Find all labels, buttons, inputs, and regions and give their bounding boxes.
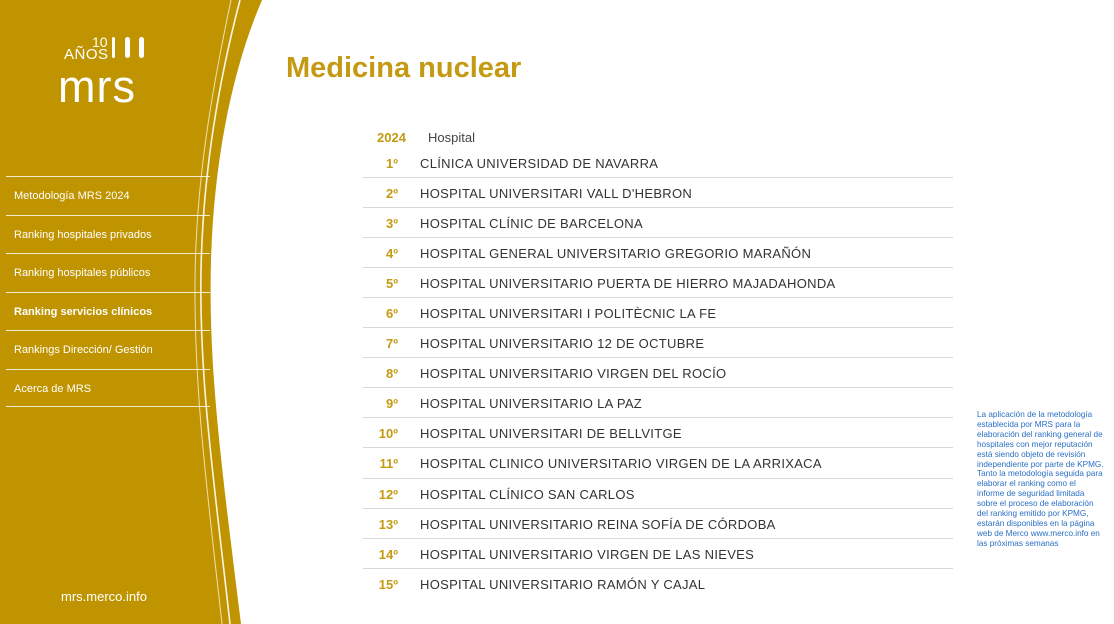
rank: 6º [386, 306, 398, 322]
rank: 5º [386, 276, 398, 292]
rank: 9º [386, 396, 398, 412]
sidebar-nav [6, 176, 210, 407]
nav-item-ranking-privados[interactable]: Ranking hospitales privados [6, 215, 210, 254]
hospital-header: Hospital [428, 130, 475, 145]
logo-number: 10 [92, 34, 108, 50]
kpmg-review-note [977, 410, 1105, 549]
rank: 7º [386, 336, 398, 352]
logo-anios: AÑOS [64, 46, 109, 63]
table-header [363, 126, 953, 148]
site-url-link[interactable]: mrs.merco.info [61, 589, 147, 604]
table-row [363, 569, 953, 599]
nav-item-acerca[interactable]: Acerca de MRS [6, 369, 210, 408]
year-header: 2024 [377, 130, 406, 145]
hospital-name: HOSPITAL UNIVERSITARIO REINA SOFÍA DE CÓRDOBA [420, 516, 776, 532]
rank: 10º [378, 426, 398, 442]
table-row [363, 148, 953, 178]
table-row [363, 178, 953, 208]
rank: 14º [378, 546, 398, 562]
rank: 13º [378, 516, 398, 532]
table-row [363, 268, 953, 298]
table-row [363, 388, 953, 418]
hospital-name: HOSPITAL UNIVERSITARI VALL D'HEBRON [420, 186, 693, 202]
hospital-name: HOSPITAL UNIVERSITARIO VIRGEN DE LAS NIEVES [420, 546, 755, 562]
rank: 15º [378, 576, 398, 592]
hospital-name: HOSPITAL CLINICO UNIVERSITARIO VIRGEN DE LA ARRIXACA [420, 456, 822, 472]
table-row [363, 328, 953, 358]
table-row [363, 448, 953, 478]
nav-item-ranking-servicios[interactable]: Ranking servicios clínicos [6, 292, 210, 331]
table-row [363, 208, 953, 238]
hospital-name: HOSPITAL CLÍNIC DE BARCELONA [420, 216, 643, 232]
table-row [363, 509, 953, 539]
hospital-name: HOSPITAL UNIVERSITARI I POLITÈCNIC LA FE [420, 306, 717, 322]
rank: 4º [386, 246, 398, 262]
table-row [363, 479, 953, 509]
nav-item-metodologia[interactable]: Metodología MRS 2024 [6, 176, 210, 215]
nav-item-rankings-direccion[interactable]: Rankings Dirección/ Gestión [6, 330, 210, 369]
hospital-name: HOSPITAL UNIVERSITARI DE BELLVITGE [420, 426, 682, 442]
hospital-name: HOSPITAL GENERAL UNIVERSITARIO GREGORIO MARAÑÓN [420, 246, 812, 262]
hospital-name: HOSPITAL UNIVERSITARIO RAMÓN Y CAJAL [420, 576, 706, 592]
nav-item-ranking-publicos[interactable]: Ranking hospitales públicos [6, 253, 210, 292]
rank: 11º [379, 456, 398, 472]
hospital-name: HOSPITAL CLÍNICO SAN CARLOS [420, 486, 635, 502]
table-row [363, 539, 953, 569]
table-row [363, 298, 953, 328]
hospital-name: HOSPITAL UNIVERSITARIO LA PAZ [420, 396, 643, 412]
ranking-table [363, 126, 953, 599]
note-paragraph-1: La aplicación de la metodología establecida por MRS para la elaboración del ranking general de hospitales con mejor reputación está siendo objeto de revisión independiente por parte de KPMG. [977, 410, 1104, 469]
logo-brand: mrs [58, 61, 136, 112]
hospital-name: HOSPITAL UNIVERSITARIO PUERTA DE HIERRO MAJADAHONDA [420, 276, 836, 292]
hospital-name: CLÍNICA UNIVERSIDAD DE NAVARRA [420, 156, 659, 171]
page-title: Medicina nuclear [286, 52, 522, 84]
logo-bars-icon [112, 37, 153, 63]
hospital-name: HOSPITAL UNIVERSITARIO VIRGEN DEL ROCÍO [420, 366, 727, 382]
rank: 12º [378, 486, 398, 502]
table-row [363, 358, 953, 388]
rank: 3º [386, 216, 398, 232]
table-row [363, 238, 953, 268]
rank: 1º [386, 156, 398, 171]
note-paragraph-2: Tanto la metodología seguida para elaborar el ranking como el informe de seguridad limitada sobre el proceso de elaboración del ranking emitido por KPMG, estarán disponibles en la página web de Merco www.merco.info en las próximas semanas [977, 469, 1103, 548]
mrs-10-anos-logo [58, 32, 168, 112]
table-row [363, 418, 953, 448]
rank: 8º [386, 366, 398, 382]
rank: 2º [386, 186, 398, 202]
hospital-name: HOSPITAL UNIVERSITARIO 12 DE OCTUBRE [420, 336, 705, 352]
